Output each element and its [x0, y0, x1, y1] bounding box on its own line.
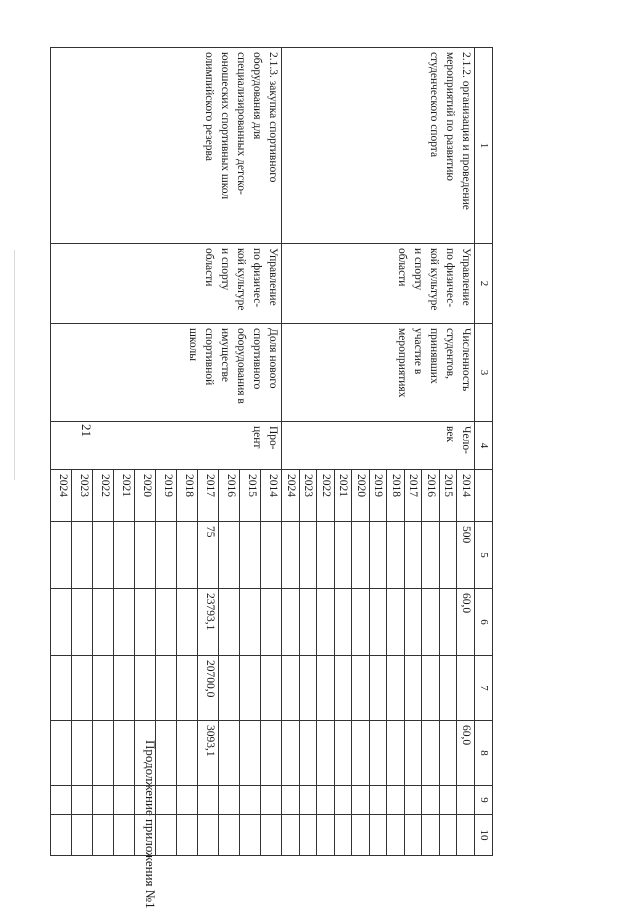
- year-cell: 2020: [352, 470, 370, 522]
- value-cell: [156, 721, 177, 786]
- value-cell: 20700,0: [198, 656, 219, 721]
- col-header-year: [475, 470, 493, 522]
- indicator-cell: Доля нового спортивного оборудования в имуществе спортивной школы: [51, 324, 282, 422]
- year-cell: 2018: [387, 470, 405, 522]
- value-cell: [405, 656, 423, 721]
- value-cell: [405, 589, 423, 656]
- value-cell: [370, 786, 388, 815]
- value-cell: [261, 815, 282, 856]
- year-cell: 2015: [240, 470, 261, 522]
- year-cell: 2016: [422, 470, 440, 522]
- value-cell: [300, 656, 318, 721]
- column-number-row: [475, 48, 493, 856]
- value-cell: [317, 589, 335, 656]
- value-cell: [135, 815, 156, 856]
- value-cell: [440, 522, 458, 589]
- value-cell: [352, 786, 370, 815]
- value-cell: [261, 721, 282, 786]
- value-cell: [282, 815, 300, 856]
- col-header: 7: [475, 656, 493, 721]
- col-header: 1: [475, 48, 493, 244]
- year-cell: 2022: [317, 470, 335, 522]
- value-cell: [370, 522, 388, 589]
- value-cell: [282, 721, 300, 786]
- table-row: [261, 48, 282, 856]
- value-cell: [282, 786, 300, 815]
- value-cell: [156, 656, 177, 721]
- value-cell: [300, 786, 318, 815]
- value-cell: [72, 589, 93, 656]
- unit-cell: Чело-век: [282, 422, 475, 470]
- measure-cell: 2.1.2. организация и проведение мероприятий по развитию студенческого спорта: [282, 48, 475, 244]
- value-cell: [51, 786, 72, 815]
- value-cell: [156, 815, 177, 856]
- value-cell: [422, 656, 440, 721]
- indicator-cell: Численность студентов, принявших участие в мероприятиях: [282, 324, 475, 422]
- col-header: 4: [475, 422, 493, 470]
- value-cell: [240, 589, 261, 656]
- value-cell: [198, 815, 219, 856]
- col-header: 2: [475, 244, 493, 324]
- value-cell: [156, 522, 177, 589]
- value-cell: [135, 656, 156, 721]
- value-cell: [72, 721, 93, 786]
- value-cell: [114, 522, 135, 589]
- value-cell: [114, 786, 135, 815]
- col-header: 5: [475, 522, 493, 589]
- activities-table: [51, 47, 494, 856]
- unit-cell: Про-цент: [51, 422, 282, 470]
- value-cell: [370, 656, 388, 721]
- value-cell: [387, 815, 405, 856]
- value-cell: [219, 656, 240, 721]
- appendix-continuation-note: Продолжение приложения №1: [143, 740, 158, 909]
- year-cell: 2024: [282, 470, 300, 522]
- year-cell: 2024: [51, 470, 72, 522]
- value-cell: [457, 656, 475, 721]
- value-cell: [387, 721, 405, 786]
- value-cell: [177, 656, 198, 721]
- year-cell: 2019: [370, 470, 388, 522]
- value-cell: [240, 522, 261, 589]
- value-cell: [335, 589, 353, 656]
- value-cell: [72, 522, 93, 589]
- value-cell: [135, 721, 156, 786]
- year-cell: 2016: [219, 470, 240, 522]
- value-cell: [261, 786, 282, 815]
- value-cell: [370, 721, 388, 786]
- value-cell: [135, 786, 156, 815]
- col-header: 10: [475, 815, 493, 856]
- value-cell: [51, 589, 72, 656]
- value-cell: [177, 815, 198, 856]
- value-cell: [135, 589, 156, 656]
- value-cell: [422, 721, 440, 786]
- year-cell: 2023: [72, 470, 93, 522]
- value-cell: [261, 522, 282, 589]
- value-cell: [370, 589, 388, 656]
- year-cell: 2015: [440, 470, 458, 522]
- year-cell: 2014: [457, 470, 475, 522]
- col-header: 3: [475, 324, 493, 422]
- value-cell: [317, 815, 335, 856]
- value-cell: [300, 721, 318, 786]
- value-cell: [387, 522, 405, 589]
- value-cell: [114, 815, 135, 856]
- value-cell: [219, 786, 240, 815]
- value-cell: 60,0: [457, 721, 475, 786]
- value-cell: [422, 522, 440, 589]
- value-cell: [387, 656, 405, 721]
- value-cell: [387, 786, 405, 815]
- value-cell: 23793,1: [198, 589, 219, 656]
- value-cell: [422, 815, 440, 856]
- value-cell: [51, 721, 72, 786]
- value-cell: [370, 815, 388, 856]
- value-cell: [317, 522, 335, 589]
- value-cell: [352, 656, 370, 721]
- value-cell: [405, 786, 423, 815]
- value-cell: [440, 589, 458, 656]
- value-cell: [72, 656, 93, 721]
- scan-artifact: [14, 250, 15, 480]
- value-cell: [335, 721, 353, 786]
- value-cell: [440, 815, 458, 856]
- year-cell: 2021: [335, 470, 353, 522]
- value-cell: [387, 589, 405, 656]
- value-cell: 75: [198, 522, 219, 589]
- value-cell: [93, 815, 114, 856]
- value-cell: [352, 721, 370, 786]
- measure-cell: 2.1.3. закупка спортивного оборудования для специализированных детско-юношеских спортивных школ олимпийского резерва: [51, 48, 282, 244]
- value-cell: [335, 815, 353, 856]
- value-cell: [240, 721, 261, 786]
- value-cell: [405, 721, 423, 786]
- value-cell: [261, 589, 282, 656]
- value-cell: 500: [457, 522, 475, 589]
- value-cell: [282, 522, 300, 589]
- value-cell: [300, 815, 318, 856]
- year-cell: 2021: [114, 470, 135, 522]
- year-cell: 2017: [198, 470, 219, 522]
- value-cell: [240, 815, 261, 856]
- value-cell: [219, 815, 240, 856]
- value-cell: [317, 786, 335, 815]
- year-cell: 2019: [156, 470, 177, 522]
- value-cell: [240, 656, 261, 721]
- value-cell: [300, 522, 318, 589]
- value-cell: [261, 656, 282, 721]
- year-cell: 2018: [177, 470, 198, 522]
- value-cell: [177, 589, 198, 656]
- value-cell: [93, 656, 114, 721]
- value-cell: [156, 786, 177, 815]
- year-cell: 2020: [135, 470, 156, 522]
- col-header: 8: [475, 721, 493, 786]
- year-cell: 2022: [93, 470, 114, 522]
- value-cell: [177, 721, 198, 786]
- value-cell: [335, 786, 353, 815]
- value-cell: [422, 589, 440, 656]
- value-cell: [335, 656, 353, 721]
- value-cell: [219, 522, 240, 589]
- value-cell: [335, 522, 353, 589]
- executor-cell: Управление по физичес-кой культуре и спорту области: [282, 244, 475, 324]
- value-cell: [177, 786, 198, 815]
- value-cell: [51, 522, 72, 589]
- page-number: 21: [79, 424, 94, 437]
- value-cell: [422, 786, 440, 815]
- value-cell: [198, 786, 219, 815]
- table-row: [457, 48, 475, 856]
- value-cell: [51, 656, 72, 721]
- value-cell: [352, 589, 370, 656]
- executor-cell: Управление по физичес-кой культуре и спорту области: [51, 244, 282, 324]
- value-cell: [156, 589, 177, 656]
- value-cell: [282, 656, 300, 721]
- value-cell: 60,0: [457, 589, 475, 656]
- value-cell: [440, 721, 458, 786]
- value-cell: [317, 656, 335, 721]
- value-cell: [72, 815, 93, 856]
- value-cell: [114, 656, 135, 721]
- value-cell: [114, 721, 135, 786]
- value-cell: [72, 786, 93, 815]
- value-cell: [440, 656, 458, 721]
- value-cell: 3093,1: [198, 721, 219, 786]
- value-cell: [135, 522, 156, 589]
- value-cell: [177, 522, 198, 589]
- value-cell: [93, 522, 114, 589]
- value-cell: [405, 522, 423, 589]
- value-cell: [300, 589, 318, 656]
- value-cell: [240, 786, 261, 815]
- value-cell: [405, 815, 423, 856]
- year-cell: 2023: [300, 470, 318, 522]
- value-cell: [457, 786, 475, 815]
- value-cell: [93, 786, 114, 815]
- value-cell: [457, 815, 475, 856]
- value-cell: [282, 589, 300, 656]
- value-cell: [352, 815, 370, 856]
- col-header: 9: [475, 786, 493, 815]
- value-cell: [93, 589, 114, 656]
- col-header: 6: [475, 589, 493, 656]
- value-cell: [51, 815, 72, 856]
- year-cell: 2017: [405, 470, 423, 522]
- value-cell: [93, 721, 114, 786]
- value-cell: [352, 522, 370, 589]
- value-cell: [317, 721, 335, 786]
- value-cell: [114, 589, 135, 656]
- value-cell: [440, 786, 458, 815]
- value-cell: [219, 721, 240, 786]
- year-cell: 2014: [261, 470, 282, 522]
- value-cell: [219, 589, 240, 656]
